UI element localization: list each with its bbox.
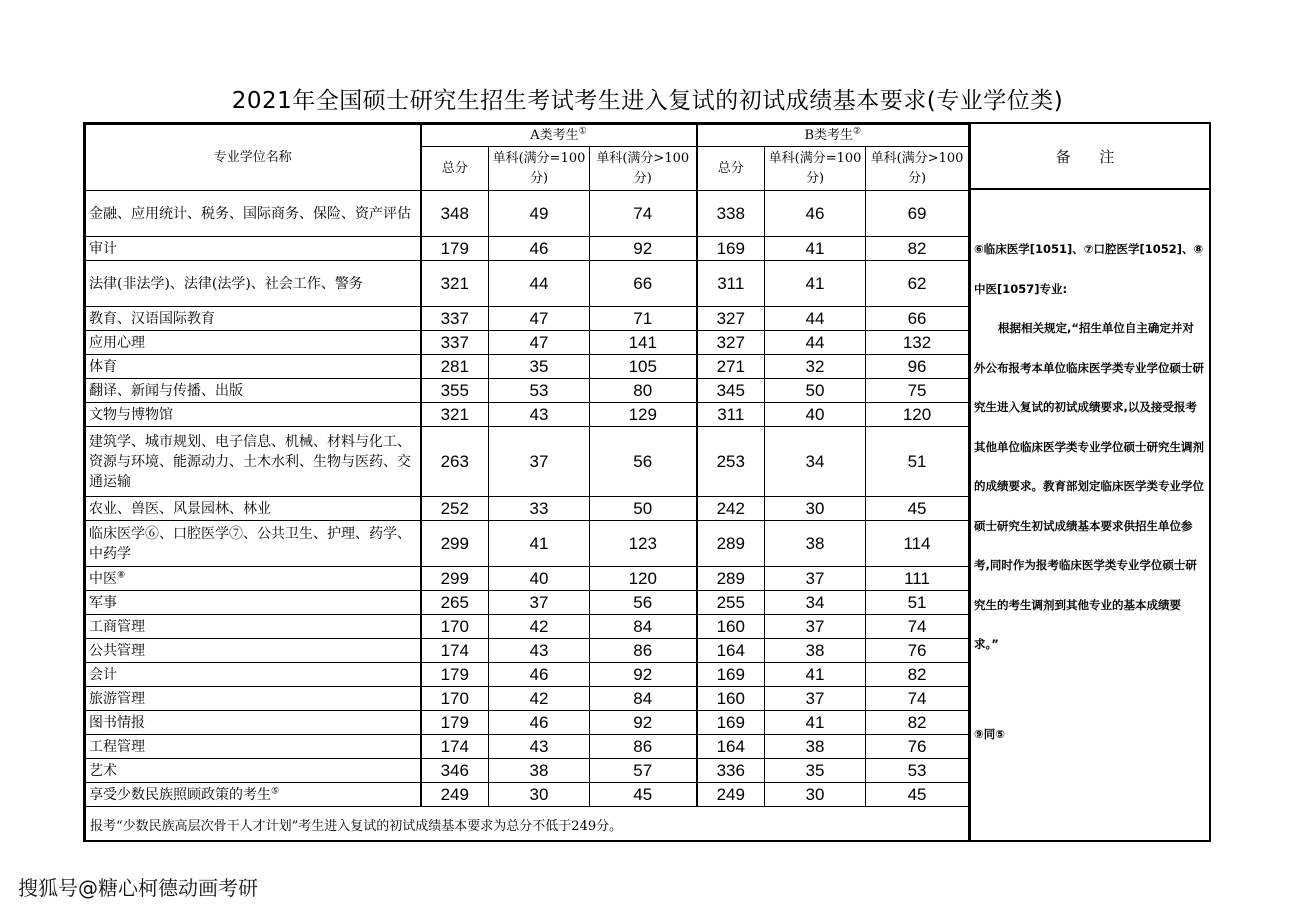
score-cell-a-total: 337 xyxy=(421,331,489,355)
major-name-cell: 公共管理 xyxy=(86,639,421,663)
score-cell-b-total: 253 xyxy=(697,427,765,497)
table-row xyxy=(86,237,969,261)
score-cell-a-total: 174 xyxy=(421,639,489,663)
table-row xyxy=(86,615,969,639)
score-cell-a-s1: 43 xyxy=(489,735,590,759)
score-cell-a-total: 179 xyxy=(421,237,489,261)
score-cell-a-s2: 57 xyxy=(590,759,697,783)
score-cell-b-total: 311 xyxy=(697,261,765,307)
score-cell-b-total: 242 xyxy=(697,497,765,521)
score-cell-a-s1: 47 xyxy=(489,307,590,331)
table-row xyxy=(86,497,969,521)
score-cell-b-total: 345 xyxy=(697,379,765,403)
score-cell-b-total: 311 xyxy=(697,403,765,427)
score-cell-a-s1: 40 xyxy=(489,567,590,591)
table-row xyxy=(86,783,969,807)
score-cell-b-s1: 44 xyxy=(765,307,866,331)
score-cell-b-total: 169 xyxy=(697,237,765,261)
header-b-single-100: 单科(满分=100分) xyxy=(765,147,866,191)
score-cell-a-s2: 105 xyxy=(590,355,697,379)
score-cell-a-s1: 53 xyxy=(489,379,590,403)
score-cell-a-total: 170 xyxy=(421,687,489,711)
table-row xyxy=(86,687,969,711)
score-cell-a-s2: 86 xyxy=(590,639,697,663)
score-cell-b-s2: 53 xyxy=(866,759,969,783)
score-cell-b-s1: 41 xyxy=(765,663,866,687)
score-cell-b-s2: 120 xyxy=(866,403,969,427)
score-cell-b-s1: 37 xyxy=(765,687,866,711)
header-a-total: 总分 xyxy=(421,147,489,191)
score-cell-b-s1: 34 xyxy=(765,427,866,497)
score-cell-a-s1: 42 xyxy=(489,615,590,639)
score-cell-a-total: 321 xyxy=(421,403,489,427)
score-cell-b-s2: 132 xyxy=(866,331,969,355)
table-row xyxy=(86,261,969,307)
score-cell-a-s2: 74 xyxy=(590,191,697,237)
major-name-cell: 享受少数民族照顾政策的考生⑤ xyxy=(86,783,421,807)
score-cell-a-total: 281 xyxy=(421,355,489,379)
score-cell-b-s2: 51 xyxy=(866,591,969,615)
score-cell-b-s2: 74 xyxy=(866,615,969,639)
major-name-cell: 艺术 xyxy=(86,759,421,783)
major-name-cell: 审计 xyxy=(86,237,421,261)
score-cell-a-s2: 45 xyxy=(590,783,697,807)
score-cell-a-total: 348 xyxy=(421,191,489,237)
major-name-cell: 文物与博物馆 xyxy=(86,403,421,427)
score-cell-a-s2: 86 xyxy=(590,735,697,759)
score-cell-b-total: 289 xyxy=(697,521,765,567)
score-cell-a-s2: 92 xyxy=(590,237,697,261)
score-cell-b-s1: 34 xyxy=(765,591,866,615)
score-cell-a-s1: 46 xyxy=(489,711,590,735)
score-cell-a-total: 170 xyxy=(421,615,489,639)
score-cell-b-s2: 76 xyxy=(866,639,969,663)
page-title: 2021年全国硕士研究生招生考试考生进入复试的初试成绩基本要求(专业学位类) xyxy=(231,88,1064,114)
table-row xyxy=(86,191,969,237)
score-cell-a-s2: 123 xyxy=(590,521,697,567)
major-name-cell: 临床医学⑥、口腔医学⑦、公共卫生、护理、药学、中药学 xyxy=(86,521,421,567)
table-row xyxy=(86,663,969,687)
score-cell-a-s2: 129 xyxy=(590,403,697,427)
score-cell-a-s2: 71 xyxy=(590,307,697,331)
score-cell-b-total: 338 xyxy=(697,191,765,237)
score-cell-a-total: 337 xyxy=(421,307,489,331)
score-cell-b-s2: 114 xyxy=(866,521,969,567)
score-cell-b-s1: 41 xyxy=(765,237,866,261)
score-cell-b-s1: 37 xyxy=(765,567,866,591)
score-cell-b-s2: 82 xyxy=(866,711,969,735)
major-name-cell: 工程管理 xyxy=(86,735,421,759)
major-name-cell: 翻译、新闻与传播、出版 xyxy=(86,379,421,403)
score-cell-a-s1: 42 xyxy=(489,687,590,711)
score-cell-b-s2: 82 xyxy=(866,237,969,261)
table-row xyxy=(86,759,969,783)
major-name-cell: 法律(非法学)、法律(法学)、社会工作、警务 xyxy=(86,261,421,307)
score-cell-b-s2: 96 xyxy=(866,355,969,379)
score-cell-b-total: 271 xyxy=(697,355,765,379)
score-table xyxy=(85,124,969,842)
table-row xyxy=(86,521,969,567)
score-cell-a-s1: 37 xyxy=(489,591,590,615)
major-name-cell: 教育、汉语国际教育 xyxy=(86,307,421,331)
score-cell-a-total: 179 xyxy=(421,711,489,735)
header-major-name: 专业学位名称 xyxy=(86,125,421,191)
table-row xyxy=(86,735,969,759)
score-cell-a-s1: 43 xyxy=(489,639,590,663)
score-cell-a-s2: 141 xyxy=(590,331,697,355)
score-cell-b-s1: 30 xyxy=(765,783,866,807)
score-cell-a-s1: 35 xyxy=(489,355,590,379)
score-cell-a-s2: 80 xyxy=(590,379,697,403)
footnote: 报考“少数民族高层次骨干人才计划”考生进入复试的初试成绩基本要求为总分不低于249分。 xyxy=(86,807,969,842)
score-cell-a-s1: 38 xyxy=(489,759,590,783)
score-cell-b-s1: 38 xyxy=(765,521,866,567)
score-cell-a-total: 252 xyxy=(421,497,489,521)
score-cell-b-s2: 111 xyxy=(866,567,969,591)
score-cell-a-s2: 56 xyxy=(590,591,697,615)
score-cell-b-s1: 37 xyxy=(765,615,866,639)
header-b-single-gt100: 单科(满分>100分) xyxy=(866,147,969,191)
score-cell-a-s1: 44 xyxy=(489,261,590,307)
score-cell-b-s1: 44 xyxy=(765,331,866,355)
score-cell-a-s2: 120 xyxy=(590,567,697,591)
score-cell-b-s2: 51 xyxy=(866,427,969,497)
score-cell-b-s2: 74 xyxy=(866,687,969,711)
score-cell-a-s1: 43 xyxy=(489,403,590,427)
major-name-cell: 金融、应用统计、税务、国际商务、保险、资产评估 xyxy=(86,191,421,237)
score-cell-a-total: 249 xyxy=(421,783,489,807)
major-name-cell: 图书情报 xyxy=(86,711,421,735)
score-cell-a-total: 263 xyxy=(421,427,489,497)
score-cell-b-total: 160 xyxy=(697,615,765,639)
table-row xyxy=(86,307,969,331)
score-cell-b-total: 164 xyxy=(697,639,765,663)
score-cell-a-s1: 41 xyxy=(489,521,590,567)
score-cell-a-s1: 37 xyxy=(489,427,590,497)
score-cell-a-s2: 66 xyxy=(590,261,697,307)
score-cell-b-s1: 40 xyxy=(765,403,866,427)
score-cell-a-total: 299 xyxy=(421,521,489,567)
score-cell-b-s2: 76 xyxy=(866,735,969,759)
score-cell-a-s2: 84 xyxy=(590,687,697,711)
score-cell-a-total: 179 xyxy=(421,663,489,687)
score-cell-b-s2: 69 xyxy=(866,191,969,237)
score-cell-b-s2: 45 xyxy=(866,783,969,807)
score-cell-b-total: 336 xyxy=(697,759,765,783)
score-cell-b-total: 169 xyxy=(697,663,765,687)
major-name-cell: 军事 xyxy=(86,591,421,615)
table-row xyxy=(86,355,969,379)
remark-same-as-5: ⑨同⑤ xyxy=(974,726,1005,741)
score-cell-b-total: 249 xyxy=(697,783,765,807)
table-row xyxy=(86,403,969,427)
score-cell-a-s1: 49 xyxy=(489,191,590,237)
score-cell-a-s1: 33 xyxy=(489,497,590,521)
score-cell-b-total: 160 xyxy=(697,687,765,711)
major-name-cell: 会计 xyxy=(86,663,421,687)
header-group-b: B类考生② xyxy=(697,125,969,147)
header-a-single-100: 单科(满分=100分) xyxy=(489,147,590,191)
table-row xyxy=(86,331,969,355)
score-cell-b-s1: 38 xyxy=(765,639,866,663)
remarks-column xyxy=(969,190,1211,842)
score-cell-a-s2: 56 xyxy=(590,427,697,497)
score-table-frame xyxy=(83,122,1211,842)
header-a-single-gt100: 单科(满分>100分) xyxy=(590,147,697,191)
score-cell-a-s1: 47 xyxy=(489,331,590,355)
major-name-cell: 应用心理 xyxy=(86,331,421,355)
score-cell-a-total: 174 xyxy=(421,735,489,759)
table-row xyxy=(86,379,969,403)
score-cell-b-s1: 32 xyxy=(765,355,866,379)
score-cell-a-s1: 46 xyxy=(489,237,590,261)
score-cell-a-total: 321 xyxy=(421,261,489,307)
score-cell-b-s2: 66 xyxy=(866,307,969,331)
score-cell-b-s2: 82 xyxy=(866,663,969,687)
score-cell-b-s1: 46 xyxy=(765,191,866,237)
score-cell-b-total: 164 xyxy=(697,735,765,759)
remark-clinical-body: 根据相关规定,“招生单位自主确定并对外公布报考本单位临床医学类专业学位硕士研究生进入复试的初试成绩要求,以及接受报考其他单位临床医学类专业学位硕士研究生调剂的成绩要求。教育部划定临床医学类专业学位硕士研究生初试成绩基本要求供招生单位参考,同时作为报考临床医学类专业学位硕士研究生的考生调剂到其他专业的基本成绩要求。” xyxy=(974,321,1204,651)
score-cell-a-s2: 50 xyxy=(590,497,697,521)
score-rows xyxy=(86,191,969,807)
major-name-cell: 农业、兽医、风景园林、林业 xyxy=(86,497,421,521)
score-cell-a-total: 265 xyxy=(421,591,489,615)
major-name-cell: 建筑学、城市规划、电子信息、机械、材料与化工、资源与环境、能源动力、土木水利、生物与医药、交通运输 xyxy=(86,427,421,497)
table-row xyxy=(86,639,969,663)
score-cell-b-total: 255 xyxy=(697,591,765,615)
score-cell-a-s2: 92 xyxy=(590,663,697,687)
score-cell-b-s1: 30 xyxy=(765,497,866,521)
score-cell-a-s1: 46 xyxy=(489,663,590,687)
remark-clinical-heading: ⑥临床医学[1051]、⑦口腔医学[1052]、⑧中医[1057]专业: xyxy=(974,242,1204,296)
score-cell-a-total: 299 xyxy=(421,567,489,591)
header-group-a: A类考生① xyxy=(421,125,697,147)
score-cell-a-s2: 92 xyxy=(590,711,697,735)
score-cell-b-s1: 35 xyxy=(765,759,866,783)
score-cell-b-s1: 38 xyxy=(765,735,866,759)
source-watermark: 搜狐号@糖心柯德动画考研 xyxy=(18,876,258,900)
score-cell-b-s2: 62 xyxy=(866,261,969,307)
score-cell-b-total: 289 xyxy=(697,567,765,591)
score-cell-a-total: 355 xyxy=(421,379,489,403)
score-cell-b-total: 327 xyxy=(697,307,765,331)
table-row xyxy=(86,711,969,735)
header-b-total: 总分 xyxy=(697,147,765,191)
score-cell-b-total: 327 xyxy=(697,331,765,355)
remarks-header: 备 注 xyxy=(969,124,1211,190)
score-cell-b-s1: 41 xyxy=(765,261,866,307)
table-row xyxy=(86,567,969,591)
table-row xyxy=(86,591,969,615)
table-row xyxy=(86,427,969,497)
score-cell-b-s1: 50 xyxy=(765,379,866,403)
major-name-cell: 体育 xyxy=(86,355,421,379)
score-cell-a-s1: 30 xyxy=(489,783,590,807)
score-cell-b-s2: 75 xyxy=(866,379,969,403)
score-cell-b-s2: 45 xyxy=(866,497,969,521)
major-name-cell: 中医⑧ xyxy=(86,567,421,591)
score-cell-b-total: 169 xyxy=(697,711,765,735)
score-cell-a-s2: 84 xyxy=(590,615,697,639)
major-name-cell: 工商管理 xyxy=(86,615,421,639)
major-name-cell: 旅游管理 xyxy=(86,687,421,711)
score-cell-a-total: 346 xyxy=(421,759,489,783)
score-cell-b-s1: 41 xyxy=(765,711,866,735)
